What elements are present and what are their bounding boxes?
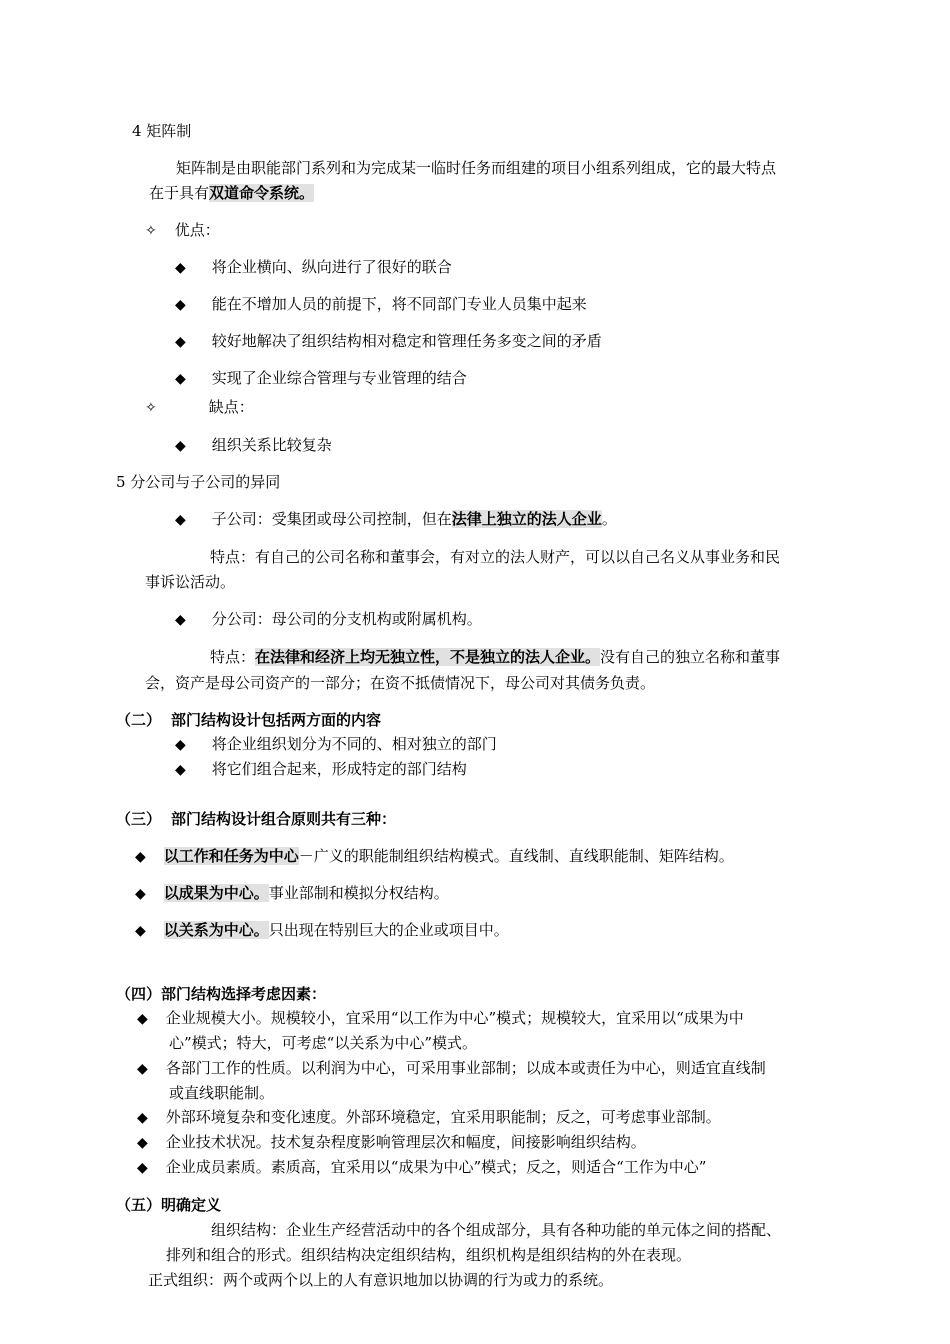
pro-item-text: 实现了企业综合管理与专业管理的结合: [211, 369, 467, 387]
con-item-text: 组织关系比较复杂: [211, 436, 332, 454]
definition-2: 正式组织：两个或两个以上的人有意识地加以协调的行为或力的系统。: [148, 1271, 614, 1289]
diamond-bullet-icon: ◆: [135, 923, 146, 939]
part-2-number: （二）: [116, 711, 162, 729]
list-item: [137, 1011, 744, 1026]
diamond-bullet-icon: ◆: [175, 297, 186, 313]
definition-1-line2: 排列和组合的形式。组织结构决定组织结构，组织机构是组织结构的外在表现。: [166, 1246, 692, 1264]
section-4-intro-line1: 矩阵制是由职能部门系列和为完成某一临时任务而组建的项目小组系列组成，它的最大特点: [176, 159, 777, 177]
principle-text: 事业部制和模拟分权结构。: [268, 884, 449, 902]
diamond-bullet-icon: ◆: [175, 438, 186, 454]
highlight-principle: 以工作和任务为中心: [163, 847, 299, 865]
section-5-heading: 5 分公司与子公司的异同: [116, 473, 281, 491]
list-item: [135, 923, 509, 938]
list-item: [175, 371, 467, 386]
part-3-number: （三）: [116, 810, 162, 828]
highlight-principle: 以成果为中心。: [163, 884, 269, 902]
branch-feature-line1: [210, 650, 780, 665]
diamond-bullet-icon: ◆: [135, 886, 146, 902]
part-3-heading: [116, 812, 396, 827]
list-item: [137, 1110, 721, 1125]
highlight-no-independence: 在法律和经济上均无独立性，不是独立的法人企业。: [255, 648, 601, 666]
highlight-principle: 以关系为中心。: [163, 921, 269, 939]
cons-label: 缺点：: [208, 398, 254, 416]
diamond-bullet-icon: ◆: [137, 1110, 148, 1126]
part-2-heading: [116, 713, 381, 728]
branch-feature-rest: 没有自己的独立名称和董事: [600, 648, 781, 666]
principle-text: 只出现在特别巨大的企业或项目中。: [268, 921, 509, 939]
section-4-heading: 4 矩阵制: [132, 122, 192, 140]
part-3-title: 部门结构设计组合原则共有三种：: [171, 810, 397, 828]
star-bullet-icon: ✧: [145, 400, 157, 416]
diamond-bullet-icon: ◆: [137, 1011, 148, 1027]
list-item: [137, 1160, 706, 1175]
subsidiary-feature-line1: 特点：有自己的公司名称和董事会，有对立的法人财产，可以以自己名义从事业务和民: [210, 548, 781, 566]
intro-text: 在于具有: [149, 184, 210, 202]
highlight-dual-command: 双道命令系统。: [209, 184, 315, 202]
factor-text: 各部门工作的性质。以利润为中心，可采用事业部制；以成本或责任为中心，则适宜直线制: [165, 1059, 766, 1077]
list-item: [175, 438, 332, 453]
list-item: [137, 1135, 646, 1150]
subsidiary-feature-line2: 事诉讼活动。: [145, 573, 236, 591]
diamond-bullet-icon: ◆: [137, 1160, 148, 1176]
star-bullet-icon: ✧: [145, 223, 157, 239]
list-item: [175, 612, 482, 627]
diamond-bullet-icon: ◆: [175, 334, 186, 350]
diamond-bullet-icon: ◆: [175, 612, 186, 628]
list-item: [135, 849, 734, 864]
part-5-heading: （五）明确定义: [116, 1196, 222, 1214]
diamond-bullet-icon: ◆: [175, 737, 186, 753]
diamond-bullet-icon: ◆: [135, 849, 146, 865]
principle-text: －广义的职能制组织结构模式。直线制、直线职能制、矩阵结构。: [298, 847, 734, 865]
highlight-independent-legal-entity: 法律上独立的法人企业: [451, 510, 602, 528]
pro-item-text: 能在不增加人员的前提下，将不同部门专业人员集中起来: [211, 295, 587, 313]
diamond-bullet-icon: ◆: [175, 512, 186, 528]
diamond-bullet-icon: ◆: [137, 1061, 148, 1077]
subsidiary-text: 子公司：受集团或母公司控制，但在: [211, 510, 452, 528]
list-item: [175, 512, 617, 527]
definition-1-line1: 组织结构：企业生产经营活动中的各个组成部分，具有各种功能的单元体之间的搭配、: [211, 1221, 782, 1239]
factor-text-cont: 心”模式；特大，可考虑“以关系为中心”模式。: [169, 1034, 478, 1052]
list-item: [175, 260, 452, 275]
diamond-bullet-icon: ◆: [175, 371, 186, 387]
section-4-intro-line2: [149, 186, 314, 201]
part-2-title: 部门结构设计包括两方面的内容: [171, 711, 382, 729]
factor-text-cont: 或直线职能制。: [169, 1084, 275, 1102]
factor-text: 企业技术状况。技术复杂程度影响管理层次和幅度，间接影响组织结构。: [165, 1133, 646, 1151]
list-item: [175, 334, 602, 349]
pro-item-text: 较好地解决了组织结构相对稳定和管理任务多变之间的矛盾: [211, 332, 602, 350]
list-item: [175, 762, 467, 777]
list-item: [175, 297, 587, 312]
pro-item-text: 将企业横向、纵向进行了很好的联合: [211, 258, 452, 276]
diamond-bullet-icon: ◆: [175, 762, 186, 778]
list-item: [175, 737, 497, 752]
branch-feature-line2: 会，资产是母公司资产的一部分；在资不抵债情况下，母公司对其债务负责。: [145, 674, 656, 692]
factor-text: 企业规模大小。规模较小，宜采用“以工作为中心”模式；规模较大，宜采用以“成果为中: [165, 1009, 744, 1027]
diamond-bullet-icon: ◆: [137, 1135, 148, 1151]
part-2-item-text: 将企业组织划分为不同的、相对独立的部门: [211, 735, 497, 753]
factor-text: 外部环境复杂和变化速度。外部环境稳定，宜采用职能制；反之，可考虑事业部制。: [165, 1108, 721, 1126]
part-2-item-text: 将它们组合起来，形成特定的部门结构: [211, 760, 467, 778]
branch-feature-label: 特点：: [210, 648, 256, 666]
pros-row: [145, 223, 220, 238]
cons-row: [145, 400, 254, 415]
pros-label: 优点：: [174, 221, 220, 239]
part-4-heading: （四）部门结构选择考虑因素：: [116, 985, 327, 1003]
list-item: [135, 886, 449, 901]
factor-text: 企业成员素质。素质高，宜采用以“成果为中心”模式；反之，则适合“工作为中心”: [165, 1158, 707, 1176]
diamond-bullet-icon: ◆: [175, 260, 186, 276]
branch-text: 分公司：母公司的分支机构或附属机构。: [211, 610, 482, 628]
subsidiary-text-end: 。: [601, 510, 617, 528]
list-item: [137, 1061, 766, 1076]
